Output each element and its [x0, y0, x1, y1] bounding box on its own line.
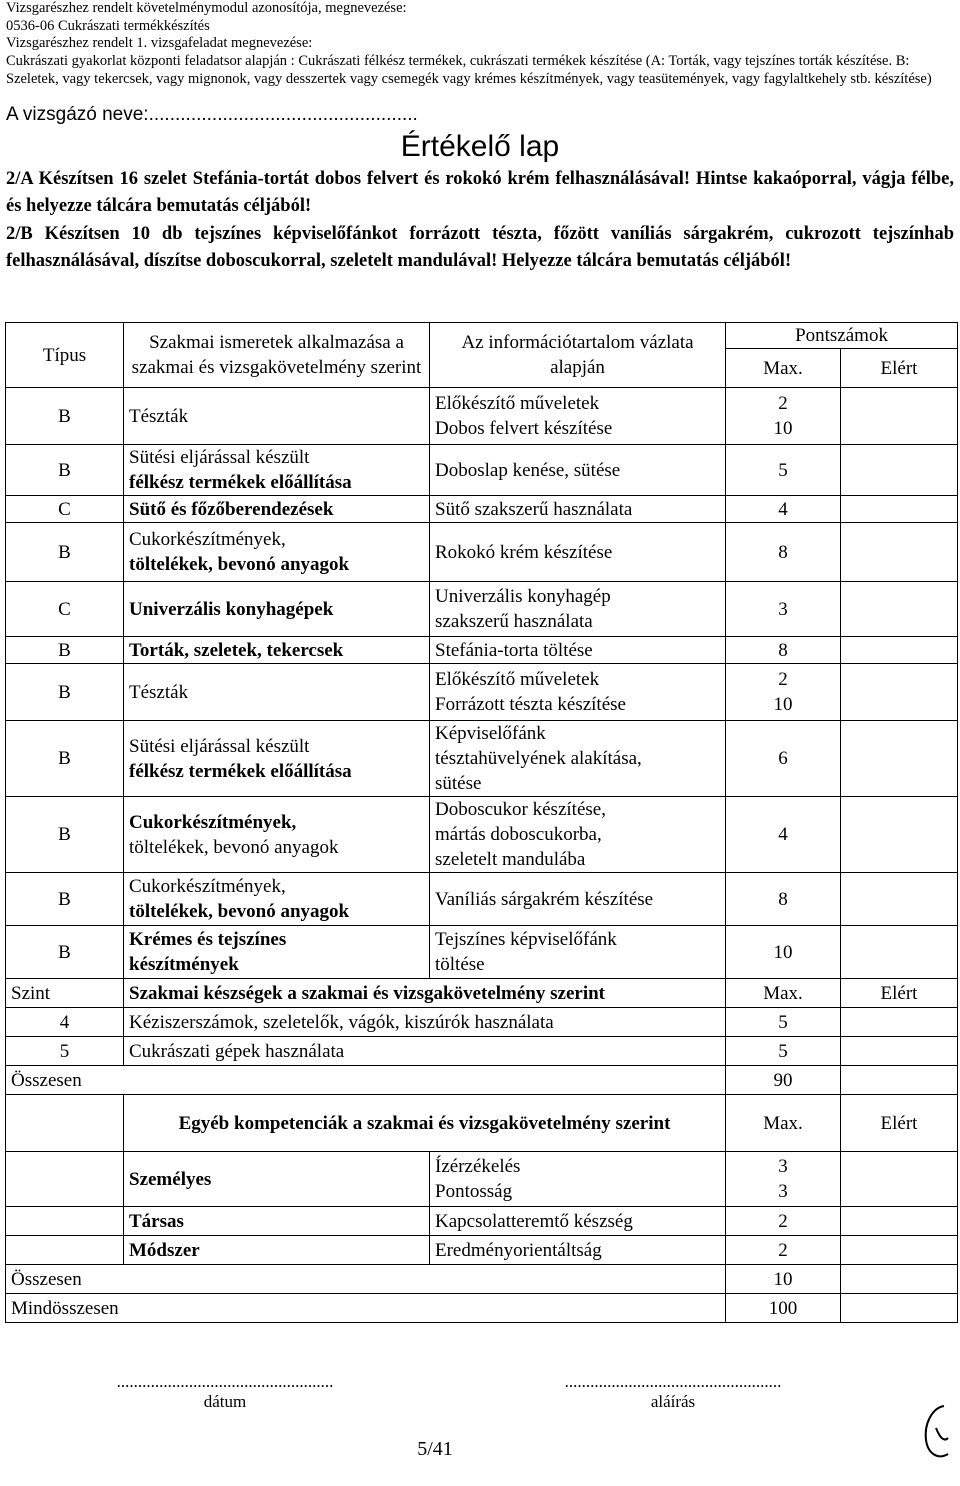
row-max [726, 496, 841, 523]
row-type-text: B [58, 541, 71, 563]
row-type-text: B [58, 888, 71, 910]
page-title: Értékelő lap [400, 130, 560, 163]
table-header-row [6, 323, 958, 349]
comp-max [726, 1152, 841, 1207]
comp-achieved [841, 1152, 958, 1207]
comp-items [430, 1236, 726, 1265]
row-max [726, 721, 841, 797]
handwritten-mark [918, 1398, 954, 1464]
skill-max [726, 1008, 841, 1037]
row-info [430, 445, 726, 496]
skills-achieved-header-text: Elért [880, 982, 918, 1004]
row-info-text: mártás doboscukorba, [435, 824, 602, 845]
row-max-text: 4 [778, 824, 788, 845]
total-value [726, 1294, 841, 1323]
row-info [430, 926, 726, 979]
evaluation-table [5, 322, 958, 1323]
comp-row [6, 1152, 958, 1207]
row-info-text: szakszerű használata [435, 611, 593, 632]
row-type-text: B [58, 639, 71, 661]
module-label: Vizsgarészhez rendelt követelménymodul azonosítója, megnevezése: [6, 0, 407, 16]
row-knowledge [124, 873, 430, 926]
subtotal-label [6, 1265, 726, 1294]
row-info-text: Forrázott tészta készítése [435, 694, 626, 715]
header-points-text: Pontszámok [795, 325, 888, 346]
row-knowledge [124, 582, 430, 637]
page-number: 5/41 [417, 1438, 453, 1460]
row-achieved [841, 496, 958, 523]
row-knowledge-text: Tészták [129, 405, 189, 427]
subtotal-label [6, 1066, 726, 1095]
row-info-text: szeletelt mandulába [435, 849, 586, 870]
skills-title-text: Szakmai készségek a szakmai és vizsgakövetelmény szerint [129, 982, 605, 1004]
comp-header-row [6, 1095, 958, 1152]
table-row [6, 664, 958, 721]
header-type [6, 323, 124, 388]
comp-title [124, 1095, 726, 1152]
row-type [6, 445, 124, 496]
row-achieved [841, 523, 958, 582]
comp-empty [6, 1207, 124, 1236]
comp-max-text: 3 [778, 1156, 788, 1177]
row-knowledge-text: Cukorkészítmények, [129, 529, 286, 550]
comp-items [430, 1152, 726, 1207]
row-knowledge-text: Cukorkészítmények, [129, 811, 297, 833]
row-knowledge [124, 388, 430, 445]
row-achieved [841, 445, 958, 496]
skills-max-header-text: Max. [763, 982, 803, 1004]
comp-empty [6, 1152, 124, 1207]
row-info-text: Előkészítő műveletek [435, 393, 600, 414]
row-knowledge [124, 637, 430, 664]
table-row [6, 797, 958, 873]
row-knowledge-text: Sütő és főzőberendezések [129, 498, 334, 520]
signature-label: aláírás [650, 1392, 696, 1411]
skill-achieved [841, 1008, 958, 1037]
row-knowledge-text: Sütési eljárással készült [129, 447, 310, 468]
row-knowledge-text: félkész termékek előállítása [129, 760, 352, 782]
table-row [6, 582, 958, 637]
row-type-text: B [58, 824, 71, 845]
row-info-text: tésztahüvelyének alakítása, [435, 748, 642, 769]
comp-max-header-text: Max. [763, 1112, 803, 1134]
row-knowledge-text: töltelékek, bevonó anyagok [129, 554, 350, 575]
header-max-text: Max. [763, 357, 803, 379]
comp-category-text: Módszer [129, 1239, 200, 1261]
subtotal-label-text: Összesen [11, 1268, 82, 1290]
comp-empty [6, 1095, 124, 1152]
row-max-text: 4 [778, 498, 788, 520]
row-info [430, 664, 726, 721]
row-info [430, 797, 726, 873]
row-max [726, 926, 841, 979]
date-dots: ................................................... [116, 1372, 334, 1391]
skills-title [124, 979, 726, 1008]
row-achieved [841, 664, 958, 721]
row-max [726, 523, 841, 582]
row-max [726, 873, 841, 926]
skills-level-header [6, 979, 124, 1008]
subtotal-row [6, 1066, 958, 1095]
total-label [6, 1294, 726, 1323]
subtotal-row [6, 1265, 958, 1294]
table-row [6, 388, 958, 445]
row-max [726, 388, 841, 445]
skill-level-text: 4 [59, 1011, 70, 1033]
skills-row [6, 1008, 958, 1037]
signature-dots: ................................................... [564, 1372, 782, 1391]
skills-header-row [6, 979, 958, 1008]
comp-items-text: Ízérzékelés [435, 1156, 521, 1177]
comp-category-text: Társas [129, 1210, 184, 1232]
row-type [6, 664, 124, 721]
row-info-text: Univerzális konyhagép [435, 586, 611, 607]
row-knowledge-text: Tészták [129, 681, 189, 703]
row-max-text: 10 [773, 418, 793, 439]
row-type [6, 797, 124, 873]
row-info-text: Tejszínes képviselőfánk [435, 929, 617, 950]
task-description [6, 166, 954, 276]
row-knowledge-text: töltelékek, bevonó anyagok [129, 836, 339, 858]
row-max-text: 2 [778, 393, 788, 414]
row-type-text: C [58, 598, 71, 620]
row-max-text: 5 [778, 459, 788, 481]
task-a-text: 2/A Készítsen 16 szelet Stefánia-tortát dobos felvert és rokokó krém felhasználásával! Hintse kakaóporral, vágja félbe, és helyezze tálcára bemutatás céljából! [6, 169, 954, 217]
row-type [6, 637, 124, 664]
table-row [6, 926, 958, 979]
row-info-text: Dobos felvert készítése [435, 418, 613, 439]
header-knowledge [124, 323, 430, 388]
row-knowledge [124, 523, 430, 582]
row-achieved [841, 873, 958, 926]
subtotal-achieved [841, 1265, 958, 1294]
comp-max-text: 2 [778, 1210, 788, 1232]
header-type-text: Típus [42, 344, 87, 366]
comp-empty [6, 1236, 124, 1265]
row-type [6, 523, 124, 582]
skill-level [6, 1008, 124, 1037]
row-info [430, 582, 726, 637]
header-info [430, 323, 726, 388]
row-type-text: B [58, 941, 71, 963]
row-knowledge-text: Cukorkészítmények, [129, 876, 286, 897]
task-b-text: 2/B Készítsen 10 db tejszínes képviselőfánkot forrázott tészta, főzött vaníliás sárgakrém, cukrozott tejszínhab felhasználásával, díszítse doboscukorral, szeletelt mandulával! Helyezze tálcára bemutatás céljából! [6, 223, 954, 272]
row-max-text: 10 [773, 941, 793, 963]
row-info-text: Doboscukor készítése, [435, 799, 606, 820]
subtotal-value [726, 1066, 841, 1095]
row-info-text: Rokokó krém készítése [435, 541, 613, 563]
row-info [430, 388, 726, 445]
row-knowledge-text: Sütési eljárással készült [129, 735, 310, 757]
row-knowledge [124, 926, 430, 979]
row-knowledge [124, 496, 430, 523]
row-type [6, 721, 124, 797]
row-max-text: 6 [778, 748, 788, 769]
skill-text [124, 1008, 726, 1037]
comp-achieved [841, 1236, 958, 1265]
skills-level-header-text: Szint [11, 982, 51, 1004]
row-info-text: Sütő szakszerű használata [435, 498, 633, 520]
row-knowledge-text: Krémes és tejszínes [129, 929, 287, 950]
row-max-text: 8 [778, 888, 788, 910]
skill-max-text: 5 [778, 1040, 788, 1062]
subtotal-value-text: 90 [773, 1069, 793, 1091]
comp-category [124, 1207, 430, 1236]
header-info-text: Az információtartalom vázlata alapján [461, 332, 694, 378]
table-row [6, 445, 958, 496]
comp-items-text: Kapcsolatteremtő készség [435, 1210, 633, 1232]
row-info-text: Képviselőfánk [435, 723, 546, 744]
row-max-text: 8 [778, 541, 788, 563]
header-max [726, 349, 841, 388]
table-row [6, 637, 958, 664]
skill-text-text: Kéziszerszámok, szeletelők, vágók, kiszúrók használata [129, 1011, 554, 1033]
row-max [726, 797, 841, 873]
row-info-text: Vaníliás sárgakrém készítése [435, 888, 654, 910]
table-row [6, 873, 958, 926]
subtotal-achieved [841, 1066, 958, 1095]
row-knowledge-text: töltelékek, bevonó anyagok [129, 901, 350, 922]
skill-level-text: 5 [59, 1040, 70, 1062]
row-info [430, 496, 726, 523]
row-info-text: töltése [435, 954, 485, 975]
total-row [6, 1294, 958, 1323]
comp-achieved [841, 1207, 958, 1236]
row-max [726, 445, 841, 496]
row-knowledge-text: készítmények [129, 954, 239, 975]
row-knowledge [124, 664, 430, 721]
row-knowledge [124, 445, 430, 496]
total-achieved [841, 1294, 958, 1323]
skill-max [726, 1037, 841, 1066]
row-info-text: Előkészítő műveletek [435, 669, 600, 690]
comp-title-text: Egyéb kompetenciák a szakmai és vizsgakövetelmény szerint [178, 1112, 671, 1134]
row-type [6, 873, 124, 926]
skill-achieved [841, 1037, 958, 1066]
total-value-text: 100 [768, 1297, 798, 1319]
row-knowledge-text: Torták, szeletek, tekercsek [129, 639, 344, 661]
comp-max-header [726, 1095, 841, 1152]
row-type [6, 926, 124, 979]
row-type-text: B [58, 405, 71, 427]
row-max-text: 3 [778, 598, 788, 620]
comp-items-text: Pontosság [435, 1181, 513, 1202]
task-name: Cukrászati gyakorlat központi feladatsor alapján : Cukrászati félkész termékek, cukrászati termékek készítése (A: Torták, vagy tejszínes torták készítése. B: Szeletek, vagy tekercsek, vagy mignonok, vagy desszertek vagy csemegék vagy krémes készítmények, vagy teasütemények, vagy fagylaltkehely stb. készítése) [6, 53, 932, 87]
row-max-text: 2 [778, 669, 788, 690]
date-signature [90, 1372, 360, 1412]
comp-max [726, 1207, 841, 1236]
row-max-text: 10 [773, 694, 793, 715]
skills-max-header [726, 979, 841, 1008]
comp-row [6, 1207, 958, 1236]
header-points [726, 323, 958, 349]
comp-category [124, 1236, 430, 1265]
comp-items [430, 1207, 726, 1236]
table-row [6, 523, 958, 582]
skill-text-text: Cukrászati gépek használata [129, 1040, 345, 1062]
row-knowledge [124, 721, 430, 797]
skills-row [6, 1037, 958, 1066]
row-info [430, 637, 726, 664]
comp-row [6, 1236, 958, 1265]
header-knowledge-text: Szakmai ismeretek alkalmazása a szakmai és vizsgakövetelmény szerint [131, 332, 422, 378]
task-label: Vizsgarészhez rendelt 1. vizsgafeladat megnevezése: [6, 35, 313, 52]
row-max [726, 637, 841, 664]
row-achieved [841, 582, 958, 637]
examiner-signature [538, 1372, 808, 1412]
row-info [430, 523, 726, 582]
row-achieved [841, 721, 958, 797]
student-name-field: A vizsgázó neve:................................................... [6, 104, 418, 125]
subtotal-value-text: 10 [773, 1268, 793, 1290]
document-header [6, 0, 954, 89]
row-type [6, 582, 124, 637]
row-achieved [841, 388, 958, 445]
skill-max-text: 5 [778, 1011, 788, 1033]
row-type [6, 388, 124, 445]
row-max [726, 664, 841, 721]
comp-max-text: 2 [778, 1239, 788, 1261]
row-type-text: B [58, 681, 71, 703]
row-achieved [841, 797, 958, 873]
row-max [726, 582, 841, 637]
skill-level [6, 1037, 124, 1066]
table-row [6, 721, 958, 797]
comp-achieved-header-text: Elért [880, 1112, 918, 1134]
row-info [430, 721, 726, 797]
subtotal-label-text: Összesen [11, 1069, 82, 1091]
row-type-text: B [58, 748, 71, 769]
comp-achieved-header [841, 1095, 958, 1152]
comp-category-text: Személyes [129, 1168, 212, 1190]
skills-achieved-header [841, 979, 958, 1008]
row-type-text: C [58, 498, 71, 520]
row-achieved [841, 637, 958, 664]
row-knowledge-text: félkész termékek előállítása [129, 472, 352, 493]
date-label: dátum [203, 1392, 247, 1411]
comp-max [726, 1236, 841, 1265]
row-knowledge-text: Univerzális konyhagépek [129, 598, 334, 620]
total-label-text: Mindösszesen [11, 1297, 119, 1319]
row-knowledge [124, 797, 430, 873]
skill-text [124, 1037, 726, 1066]
table-row [6, 496, 958, 523]
row-info-text: Doboslap kenése, sütése [435, 459, 621, 481]
header-achieved [841, 349, 958, 388]
row-max-text: 8 [778, 639, 788, 661]
row-type-text: B [58, 459, 71, 481]
row-info-text: sütése [435, 773, 482, 794]
row-achieved [841, 926, 958, 979]
row-type [6, 496, 124, 523]
comp-category [124, 1152, 430, 1207]
header-achieved-text: Elért [880, 357, 918, 379]
subtotal-value [726, 1265, 841, 1294]
comp-items-text: Eredményorientáltság [435, 1239, 602, 1261]
module-name: 0536-06 Cukrászati termékkészítés [6, 17, 210, 34]
comp-max-text: 3 [778, 1181, 788, 1202]
row-info-text: Stefánia-torta töltése [435, 639, 593, 661]
row-info [430, 873, 726, 926]
